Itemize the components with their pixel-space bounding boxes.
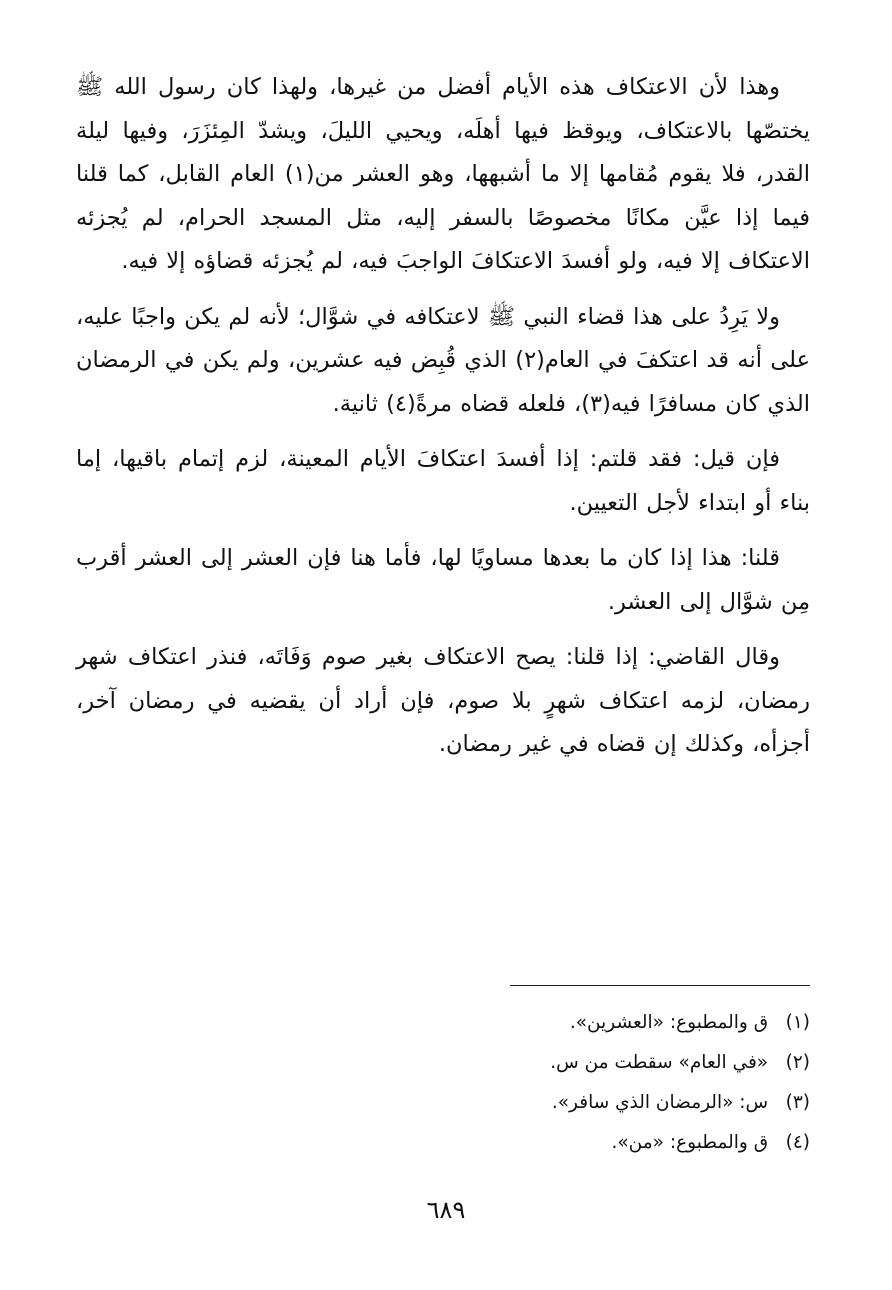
footnote-number: (٤) xyxy=(785,1132,810,1153)
footnote-text: ق والمطبوع: «من». xyxy=(611,1132,769,1153)
paragraph-4: قلنا: هذا إذا كان ما بعدها مساويًا لها، فأما هنا فإن العشر إلى العشر أقرب مِن شوَّال إلى العشر. xyxy=(76,545,810,615)
footnote-divider xyxy=(510,985,810,986)
footnote-1 xyxy=(76,1003,810,1043)
paragraph-3: فإن قيل: فقد قلتم: إذا أفسدَ اعتكافَ الأيام المعينة، لزم إتمام باقيها، إما بناء أو ابتداء لأجل التعيين. xyxy=(76,446,810,516)
page-number: ٦٨٩ xyxy=(426,1196,466,1224)
paragraph-2: ولا يَرِدُ على هذا قضاء النبي ﷺ لاعتكافه في شوَّال؛ لأنه لم يكن واجبًا عليه، على أنه قد اعتكفَ في العام(٢) الذي قُبِض فيه عشرين، ولم يكن في الرمضان الذي كان مسافرًا فيه(٣)، فلعله قضاه مرةً(٤) ثانية. xyxy=(76,303,811,417)
footnote-number: (٢) xyxy=(785,1052,810,1073)
footnote-text: ق والمطبوع: «العشرين». xyxy=(569,1012,769,1033)
footnote-number: (١) xyxy=(785,1012,810,1033)
footnote-text: «في العام» سقطت من س. xyxy=(550,1052,769,1073)
footnote-text: س: «الرمضان الذي سافر». xyxy=(551,1092,769,1113)
footnote-2 xyxy=(76,1043,810,1083)
footnotes xyxy=(76,1003,810,1163)
footnote-4 xyxy=(76,1123,810,1163)
footnote-number: (٣) xyxy=(785,1092,810,1113)
paragraph-5: وقال القاضي: إذا قلنا: يصح الاعتكاف بغير صوم وَفَاتَه، فنذر اعتكاف شهر رمضان، لزمه اعتكاف شهرٍ بلا صوم، فإن أراد أن يقضيه في رمضان آخر، أجزأه، وكذلك إن قضاه في غير رمضان. xyxy=(76,644,810,757)
footnote-3 xyxy=(76,1083,810,1123)
main-text xyxy=(76,66,810,779)
paragraph-1: وهذا لأن الاعتكاف هذه الأيام أفضل من غيرها، ولهذا كان رسول الله ﷺ يختصّها بالاعتكاف، ويوقظ فيها أهلَه، ويحيي الليلَ، ويشدّ المِئزَرَ، وفيها ليلة القدر، فلا يقوم مُقامها إلا ما أشبهها، وهو العشر من(١) العام القابل، كما قلنا فيما إذا عيَّن مكانًا مخصوصًا بالسفر إليه، مثل المسجد الحرام، لم يُجزئه الاعتكاف إلا فيه، ولو أفسدَ الاعتكافَ الواجبَ فيه، لم يُجزئه قضاؤه إلا فيه. xyxy=(76,74,811,274)
